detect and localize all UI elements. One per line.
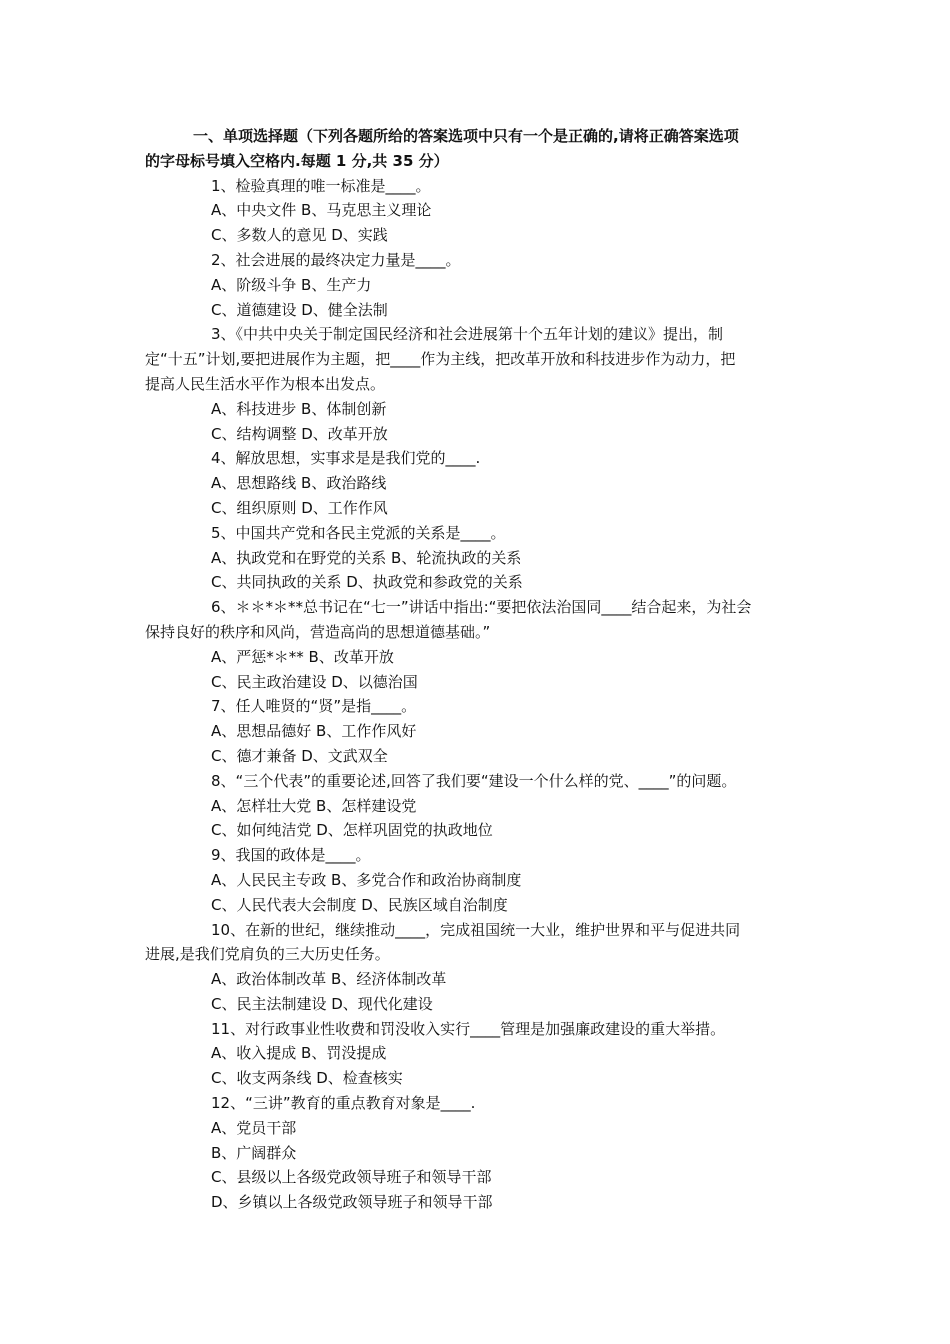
question-12-option-d: D、乡镇以上各级党政领导班子和领导干部 — [211, 1193, 493, 1212]
question-9-option-cd: C、人民代表大会制度 D、民族区域自治制度 — [211, 895, 508, 914]
question-8-option-ab: A、怎样壮大党 B、怎样建设党 — [211, 796, 417, 815]
question-10-option-ab: A、政治体制改革 B、经济体制改革 — [211, 970, 447, 989]
question-7-option-ab: A、思想品德好 B、工作作风好 — [211, 722, 417, 741]
section-heading-line-1: 一、单项选择题（下列各题所给的答案选项中只有一个是正确的,请将正确答案选项 — [193, 127, 739, 145]
document-page — [145, 124, 807, 1215]
question-11-text: 11、对行政事业性收费和罚没收入实行____管理是加强廉政建设的重大举措。 — [211, 1019, 726, 1038]
question-6-text-line-1: 6、＊＊*＊**总书记在“七一”讲话中指出:“要把依法治国同____结合起来，为社会 — [211, 598, 752, 617]
question-1-text: 1、检验真理的唯一标准是____。 — [211, 176, 431, 195]
section-heading-line-2: 的字母标号填入空格内.每题 1 分,共 35 分） — [145, 151, 449, 170]
question-10-text-line-2: 进展,是我们党肩负的三大历史任务。 — [145, 945, 390, 964]
question-12-option-b: B、广阔群众 — [211, 1143, 297, 1162]
question-9-option-ab: A、人民民主专政 B、多党合作和政治协商制度 — [211, 870, 522, 889]
question-9-text: 9、我国的政体是____。 — [211, 846, 371, 865]
question-5-option-cd: C、共同执政的关系 D、执政党和参政党的关系 — [211, 573, 523, 592]
question-3-option-cd: C、结构调整 D、改革开放 — [211, 424, 388, 443]
question-1-option-ab: A、中央文件 B、马克思主义理论 — [211, 201, 432, 220]
question-12-option-c: C、县级以上各级党政领导班子和领导干部 — [211, 1168, 492, 1187]
question-3-text-line-2: 定“十五”计划,要把进展作为主题，把____作为主线，把改革开放和科技进步作为动力，把 — [145, 350, 736, 369]
question-6-text-line-2: 保持良好的秩序和风尚，营造高尚的思想道德基础。” — [145, 622, 491, 641]
question-11-option-ab: A、收入提成 B、罚没提成 — [211, 1044, 387, 1063]
question-10-option-cd: C、民主法制建设 D、现代化建设 — [211, 994, 433, 1013]
question-3-text-line-3: 提高人民生活水平作为根本出发点。 — [145, 374, 386, 393]
question-5-option-ab: A、执政党和在野党的关系 B、轮流执政的关系 — [211, 548, 522, 567]
question-4-option-ab: A、思想路线 B、政治路线 — [211, 474, 387, 493]
question-8-text: 8、“三个代表”的重要论述,回答了我们要“建设一个什么样的党、____”的问题。 — [211, 771, 737, 790]
question-4-text: 4、解放思想，实事求是是我们党的____. — [211, 449, 481, 468]
question-12-option-a: A、党员干部 — [211, 1118, 297, 1137]
question-5-text: 5、中国共产党和各民主党派的关系是____。 — [211, 523, 506, 542]
question-3-text-line-1: 3、《中共中央关于制定国民经济和社会进展第十个五年计划的建议》提出，制 — [211, 325, 724, 344]
question-11-option-cd: C、收支两条线 D、检查核实 — [211, 1069, 403, 1088]
question-10-text-line-1: 10、在新的世纪，继续推动____，完成祖国统一大业，维护世界和平与促进共同 — [211, 920, 741, 939]
question-6-option-ab: A、严惩*＊** B、改革开放 — [211, 647, 394, 666]
question-2-text: 2、社会进展的最终决定力量是____。 — [211, 250, 461, 269]
question-6-option-cd: C、民主政治建设 D、以德治国 — [211, 672, 418, 691]
question-3-option-ab: A、科技进步 B、体制创新 — [211, 399, 387, 418]
question-7-option-cd: C、德才兼备 D、文武双全 — [211, 746, 388, 765]
question-12-text: 12、“三讲”教育的重点教育对象是____. — [211, 1094, 476, 1113]
question-4-option-cd: C、组织原则 D、工作作风 — [211, 498, 388, 517]
question-1-option-cd: C、多数人的意见 D、实践 — [211, 226, 388, 245]
question-7-text: 7、任人唯贤的“贤”是指____。 — [211, 697, 417, 716]
question-8-option-cd: C、如何纯洁党 D、怎样巩固党的执政地位 — [211, 821, 493, 840]
question-2-option-ab: A、阶级斗争 B、生产力 — [211, 275, 372, 294]
question-2-option-cd: C、道德建设 D、健全法制 — [211, 300, 388, 319]
